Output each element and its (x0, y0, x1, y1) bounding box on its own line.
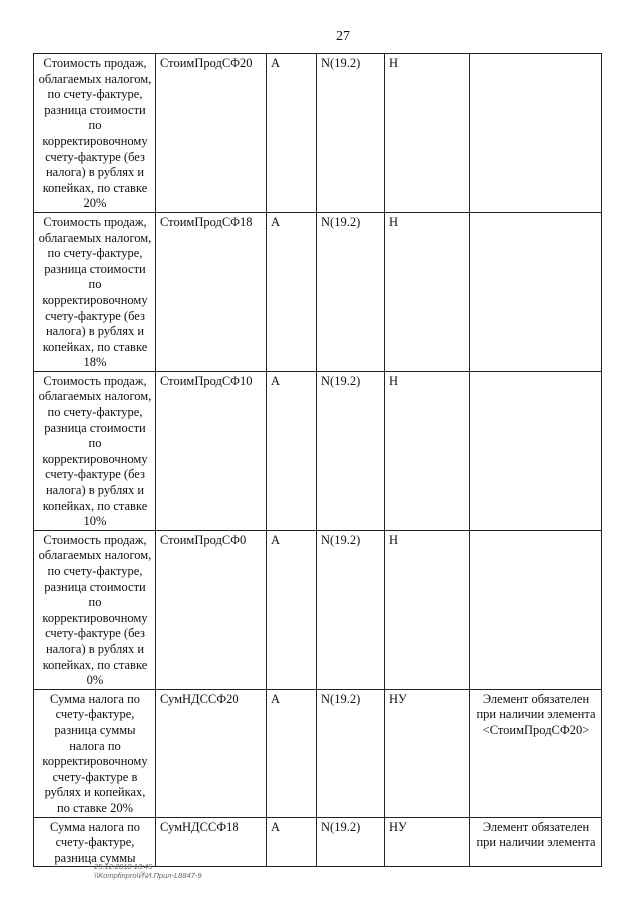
element-type: А (267, 817, 317, 867)
element-note: Элемент обязателен при наличии элемента <СтоимПродСФ20> (470, 689, 602, 817)
table-row (34, 371, 602, 530)
element-code: СумНДССФ20 (156, 689, 267, 817)
element-format: N(19.2) (317, 212, 385, 371)
element-description: Стоимость продаж, облагаемых налогом, по счету-фактуре, разница стоимости по корректировочному счету-фактуре (без налога) в рублях и копейках, по ставке 20% (34, 54, 156, 213)
element-description: Стоимость продаж, облагаемых налогом, по счету-фактуре, разница стоимости по корректировочному счету-фактуре (без налога) в рублях и копейках, по ставке 18% (34, 212, 156, 371)
element-note (470, 371, 602, 530)
element-required: Н (385, 212, 470, 371)
element-format: N(19.2) (317, 817, 385, 867)
footer-file-path: \\Kompfinpro\Й\И.Прил-L8847-9 (94, 871, 202, 880)
element-description: Сумма налога по счету-фактуре, разница суммы (34, 817, 156, 867)
element-type: А (267, 54, 317, 213)
element-note (470, 54, 602, 213)
element-type: А (267, 212, 317, 371)
element-code: СтоимПродСФ0 (156, 530, 267, 689)
table-row (34, 212, 602, 371)
element-note: Элемент обязателен при наличии элемента (470, 817, 602, 867)
element-type: А (267, 530, 317, 689)
element-required: Н (385, 530, 470, 689)
element-note (470, 212, 602, 371)
elements-table (33, 53, 602, 867)
element-code: СтоимПродСФ18 (156, 212, 267, 371)
table-row (34, 54, 602, 213)
element-format: N(19.2) (317, 689, 385, 817)
element-format: N(19.2) (317, 54, 385, 213)
element-note (470, 530, 602, 689)
element-format: N(19.2) (317, 371, 385, 530)
element-description: Сумма налога по счету-фактуре, разница суммы налога по корректировочному счету-фактуре в рублях и копейках, по ставке 20% (34, 689, 156, 817)
element-type: А (267, 371, 317, 530)
table-row (34, 817, 602, 867)
element-type: А (267, 689, 317, 817)
element-required: Н (385, 54, 470, 213)
table-row (34, 689, 602, 817)
document-footer-stamp (94, 862, 202, 880)
element-required: НУ (385, 689, 470, 817)
table-row (34, 530, 602, 689)
element-required: НУ (385, 817, 470, 867)
page-number: 27 (336, 29, 350, 44)
element-code: СумНДССФ18 (156, 817, 267, 867)
element-description: Стоимость продаж, облагаемых налогом, по счету-фактуре, разница стоимости по корректировочному счету-фактуре (без налога) в рублях и копейках, по ставке 0% (34, 530, 156, 689)
element-description: Стоимость продаж, облагаемых налогом, по счету-фактуре, разница стоимости по корректировочному счету-фактуре (без налога) в рублях и копейках, по ставке 10% (34, 371, 156, 530)
footer-timestamp: 25.12.2018 13:49 (94, 862, 153, 871)
element-required: Н (385, 371, 470, 530)
element-code: СтоимПродСФ20 (156, 54, 267, 213)
element-code: СтоимПродСФ10 (156, 371, 267, 530)
element-format: N(19.2) (317, 530, 385, 689)
